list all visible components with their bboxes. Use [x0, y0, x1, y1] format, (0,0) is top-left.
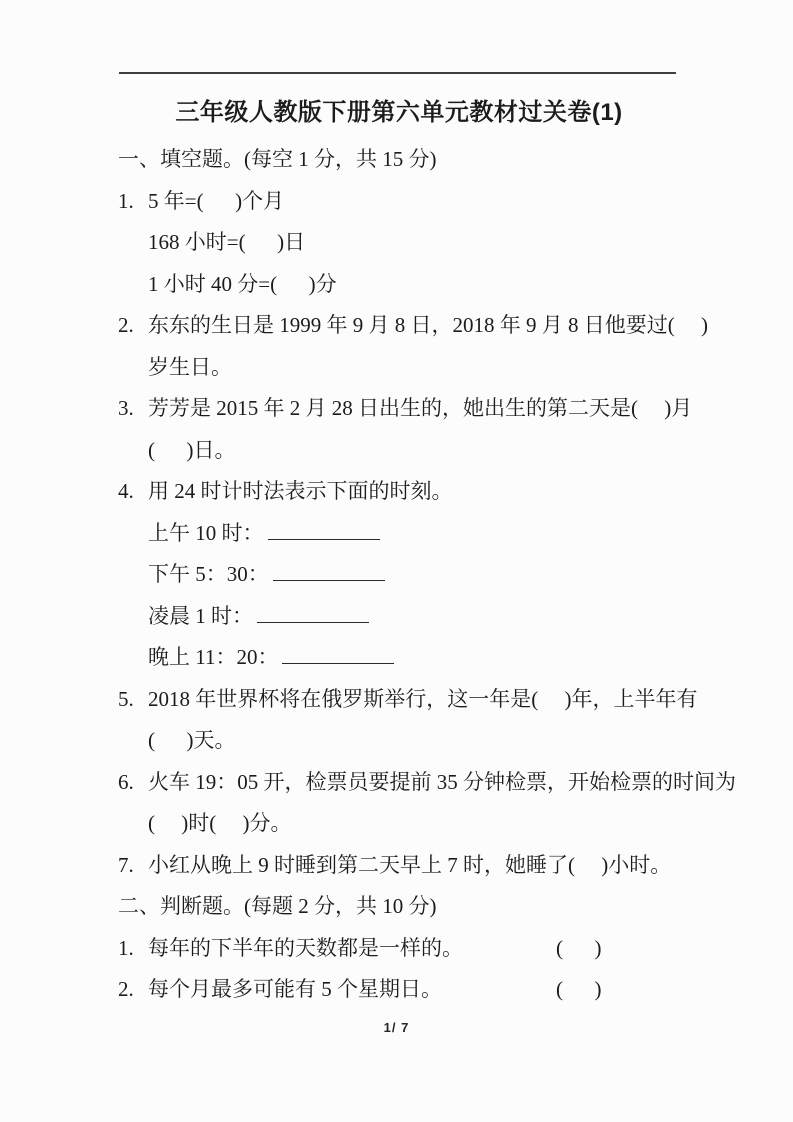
- answer-blank: [257, 602, 369, 623]
- question-7-line-1: [118, 845, 680, 887]
- section-2-heading: 二、判断题。(每题 2 分，共 10 分): [118, 894, 437, 918]
- question-number: 7.: [118, 852, 134, 877]
- question-4-line-1: [118, 471, 680, 513]
- answer-parentheses: ( ): [556, 935, 602, 960]
- question-text: 火车 19：05 开，检票员要提前 35 分钟检票，开始检票的时间为: [148, 769, 736, 794]
- question-text: 5 年=( )个月: [148, 188, 285, 213]
- question-4-item-4: [118, 637, 680, 679]
- question-number: 1.: [118, 188, 134, 213]
- question-6-line-2: [118, 803, 680, 845]
- question-number: 2.: [118, 313, 134, 337]
- question-4-item-2: [118, 554, 680, 596]
- header-divider: [119, 72, 676, 74]
- question-text: 东东的生日是 1999 年 9 月 8 日，2018 年 9 月 8 日他要过( ): [148, 313, 708, 337]
- question-1-line-2: [118, 222, 680, 264]
- question-text: 2018 年世界杯将在俄罗斯举行，这一年是( )年，上半年有: [148, 686, 698, 711]
- page-number: 1/ 7: [383, 1020, 410, 1035]
- question-4-item-1: [118, 513, 680, 555]
- question-text: ( )日。: [148, 437, 236, 462]
- question-number: 5.: [118, 686, 134, 711]
- question-number: 6.: [118, 769, 134, 794]
- question-1-line-3: [118, 264, 680, 306]
- judge-question-1: [118, 928, 680, 970]
- question-text: 晚上 11：20：: [148, 645, 279, 669]
- answer-blank: [268, 519, 380, 540]
- question-text: 岁生日。: [148, 354, 232, 379]
- question-text: 用 24 时计时法表示下面的时刻。: [148, 479, 453, 503]
- question-3-line-2: [118, 430, 680, 472]
- question-text: 下午 5：30：: [148, 562, 269, 586]
- question-2-line-1: [118, 305, 708, 347]
- exam-content: [118, 96, 736, 1011]
- question-6-line-1: [118, 762, 736, 804]
- question-1-line-1: [118, 181, 680, 223]
- question-text: 芳芳是 2015 年 2 月 28 日出生的，她出生的第二天是( )月: [148, 396, 693, 420]
- question-text: ( )天。: [148, 728, 236, 752]
- section-1-heading: 一、填空题。(每空 1 分，共 15 分): [118, 147, 437, 171]
- question-5-line-2: [118, 720, 680, 762]
- question-text: 每年的下半年的天数都是一样的。: [148, 935, 463, 960]
- answer-blank: [273, 560, 385, 581]
- question-number: 4.: [118, 479, 134, 503]
- question-2-line-2: [118, 347, 680, 389]
- question-number: 2.: [118, 977, 134, 1001]
- question-text: 每个月最多可能有 5 个星期日。: [148, 977, 442, 1001]
- answer-parentheses: ( ): [556, 977, 602, 1001]
- question-number: 3.: [118, 396, 134, 420]
- question-text: 168 小时=( )日: [148, 230, 306, 254]
- question-3-line-1: [118, 388, 693, 430]
- question-text: 凌晨 1 时：: [148, 603, 253, 628]
- question-number: 1.: [118, 935, 134, 960]
- question-text: 上午 10 时：: [148, 520, 264, 545]
- question-5-line-1: [118, 679, 698, 721]
- answer-blank: [282, 643, 394, 664]
- question-text: 1 小时 40 分=( )分: [148, 271, 337, 296]
- question-text: ( )时( )分。: [148, 811, 292, 835]
- page-title: 三年级人教版下册第六单元教材过关卷(1): [175, 99, 623, 126]
- question-text: 小红从晚上 9 时睡到第二天早上 7 时，她睡了( )小时。: [148, 852, 672, 877]
- judge-question-2: [118, 969, 680, 1011]
- question-4-item-3: [118, 596, 680, 638]
